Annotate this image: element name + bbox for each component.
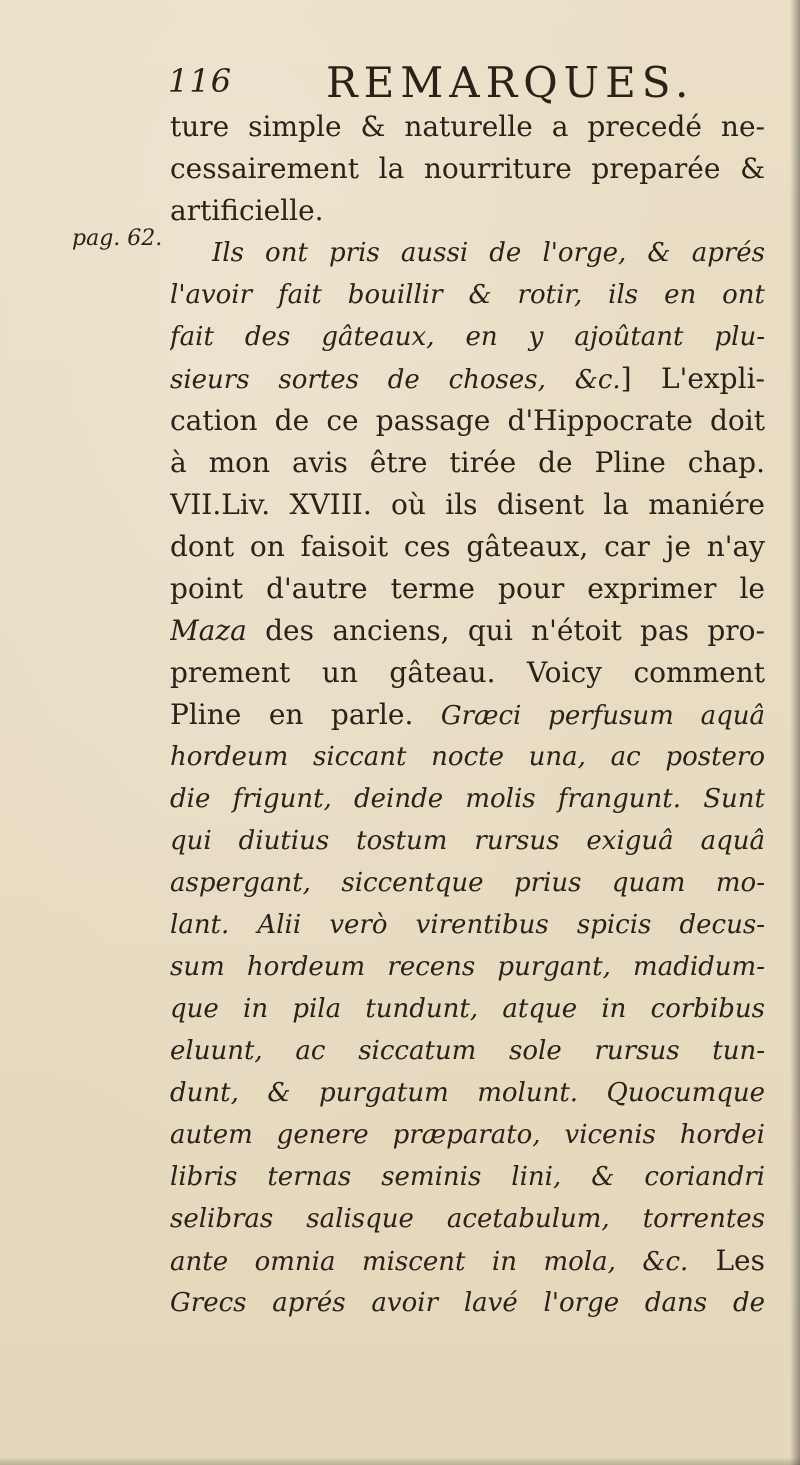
text-line: VII.Liv. XVIII. où ils disent la maniére bbox=[170, 488, 765, 521]
text-line: aspergant, siccentque prius quam mo- bbox=[170, 868, 765, 898]
margin-note: pag. 62. bbox=[72, 226, 163, 251]
page-edge-shadow bbox=[790, 0, 800, 1465]
text-line bbox=[170, 358, 765, 400]
text-block bbox=[170, 106, 765, 1356]
text-line: cation de ce passage d'Hippocrate doit bbox=[170, 404, 765, 437]
line-roman-segment: Les bbox=[688, 1244, 765, 1277]
text-line: à mon avis être tirée de Pline chap. bbox=[170, 446, 765, 479]
text-line: qui diutius tostum rursus exiguâ aquâ bbox=[170, 826, 765, 856]
text-line: libris ternas seminis lini, & coriandri bbox=[170, 1162, 765, 1192]
running-head: REMARQUES. bbox=[326, 58, 695, 107]
line-roman-segment: Pline en parle. bbox=[170, 698, 441, 731]
text-line: die frigunt, deinde molis frangunt. Sunt bbox=[170, 784, 765, 814]
text-line: sum hordeum recens purgant, madidum- bbox=[170, 952, 765, 982]
text-line: l'avoir fait bouillir & rotir, ils en ont bbox=[170, 280, 765, 310]
line-italic-segment: Maza bbox=[170, 614, 247, 647]
text-line: que in pila tundunt, atque in corbibus bbox=[170, 994, 765, 1024]
text-line: dunt, & purgatum molunt. Quocumque bbox=[170, 1078, 765, 1108]
text-line: dont on faisoit ces gâteaux, car je n'ay bbox=[170, 530, 765, 563]
text-line: Grecs aprés avoir lavé l'orge dans de bbox=[170, 1288, 765, 1318]
text-line: hordeum siccant nocte una, ac postero bbox=[170, 742, 765, 772]
line-roman-segment: ] L'expli- bbox=[620, 362, 765, 395]
text-line: autem genere præparato, vicenis hordei bbox=[170, 1120, 765, 1150]
text-line: lant. Alii verò virentibus spicis decus- bbox=[170, 910, 765, 940]
line-italic-segment: Græci perfusum aquâ bbox=[440, 701, 765, 731]
page-number: 116 bbox=[168, 62, 233, 100]
page-bottom-shadow bbox=[0, 1457, 800, 1465]
text-line: ture simple & naturelle a precedé ne- bbox=[170, 110, 765, 143]
text-line bbox=[170, 694, 765, 736]
text-line: fait des gâteaux, en y ajoûtant plu- bbox=[170, 322, 765, 352]
line-italic-segment: sieurs sortes de choses, &c. bbox=[170, 365, 621, 395]
text-line: selibras salisque acetabulum, torrentes bbox=[170, 1204, 765, 1234]
text-line: cessairement la nourriture preparée & bbox=[170, 152, 765, 185]
page-header bbox=[168, 56, 768, 108]
text-line: Ils ont pris aussi de l'orge, & aprés bbox=[212, 238, 765, 268]
text-line bbox=[170, 610, 765, 652]
line-italic-segment: ante omnia miscent in mola, &c. bbox=[170, 1247, 689, 1277]
text-line: prement un gâteau. Voicy comment bbox=[170, 656, 765, 689]
text-line bbox=[170, 1240, 765, 1282]
text-line: point d'autre terme pour exprimer le bbox=[170, 572, 765, 605]
line-roman-segment: des anciens, qui n'étoit pas pro- bbox=[246, 614, 765, 647]
text-line: eluunt, ac siccatum sole rursus tun- bbox=[170, 1036, 765, 1066]
text-line: artificielle. bbox=[170, 194, 324, 227]
